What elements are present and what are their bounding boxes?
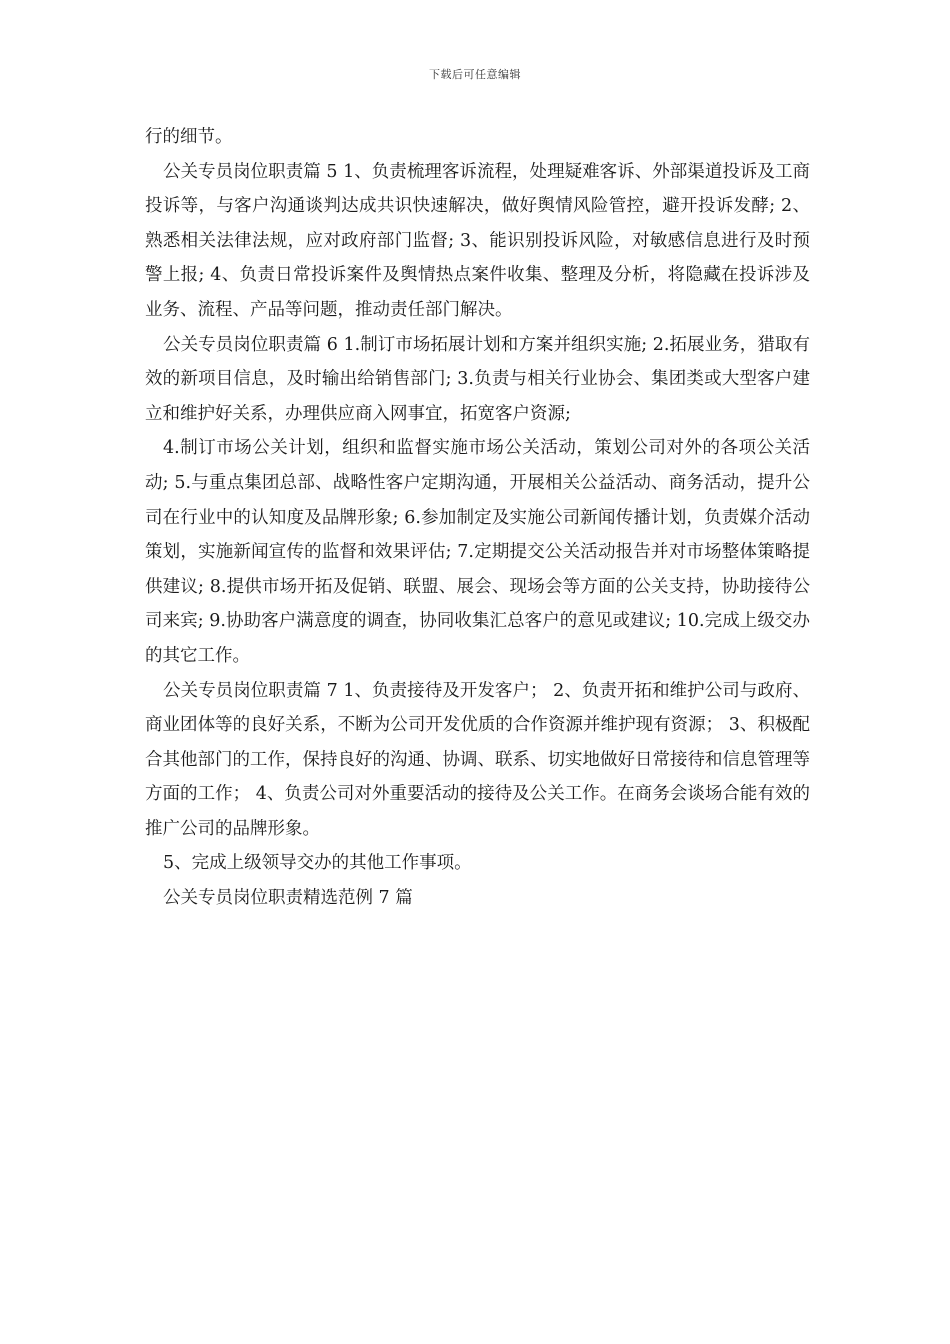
paragraph-duty-6-continued: 4.制订市场公关计划，组织和监督实施市场公关活动，策划公司对外的各项公关活动; 5.与重点集团总部、战略性客户定期沟通，开展相关公益活动、商务活动，提升公司在行业中的认知度及品牌形象; 6.参加制定及实施公司新闻传播计划，负责媒介活动策划，实施新闻宣传的监督和效果评估; 7.定期提交公关活动报告并对市场整体策略提供建议; 8.提供市场开拓及促销、联盟、展会、现场会等方面的公关支持，协助接待公司来宾; 9.协助客户满意度的调查，协同收集汇总客户的意见或建议; 10.完成上级交办的其它工作。 [145,438,810,666]
paragraph-duty-6: 公关专员岗位职责篇 6 1.制订市场拓展计划和方案并组织实施; 2.拓展业务，猎取有效的新项目信息，及时输出给销售部门; 3.负责与相关行业协会、集团类或大型客户建立和维护好关系，办理供应商入网事宜，拓宽客户资源; [145,334,810,424]
paragraph-duty-5: 公关专员岗位职责篇 5 1、负责梳理客诉流程，处理疑难客诉、外部渠道投诉及工商投诉等，与客户沟通谈判达成共识快速解决，做好舆情风险管控，避开投诉发酵; 2、熟悉相关法律法规，应对政府部门监督; 3、能识别投诉风险，对敏感信息进行及时预警上报; 4、负责日常投诉案件及舆情热点案件收集、整理及分析，将隐藏在投诉涉及业务、流程、产品等问题，推动责任部门解决。 [145,161,810,320]
page-header: 下载后可任意编辑 [429,68,521,81]
paragraph-duty-7: 公关专员岗位职责篇 7 1、负责接待及开发客户； 2、负责开拓和维护公司与政府、商业团体等的良好关系，不断为公司开发优质的合作资源并维护现有资源； 3、积极配合其他部门的工作，保持良好的沟通、协调、联系、切实地做好日常接待和信息管理等方面的工作； 4、负责公司对外重要活动的接待及公关工作。在商务会谈场合能有效的推广公司的品牌形象。 [145,680,810,839]
paragraph-duty-7-item-5: 5、完成上级领导交办的其他工作事项。 [163,853,472,874]
document-body [145,120,810,916]
document-closing-title: 公关专员岗位职责精选范例 7 篇 [163,888,413,909]
paragraph-continuation: 行的细节。 [145,127,233,147]
